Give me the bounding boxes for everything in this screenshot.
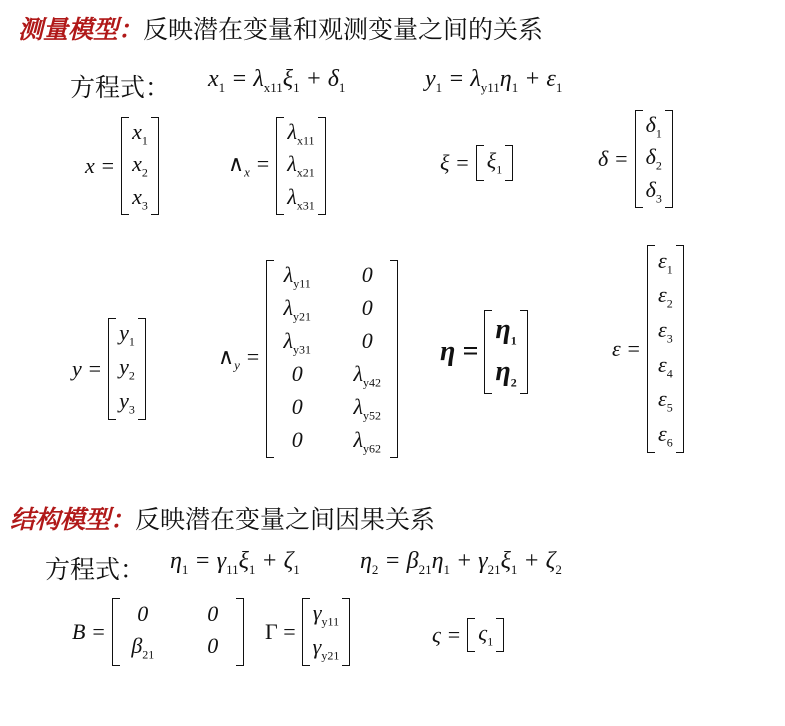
gamma-cell: $\gamma_{y11}$ bbox=[312, 600, 340, 629]
xi-vector bbox=[440, 145, 513, 181]
lambda-x-cell: $\lambda_{x11}$ bbox=[287, 118, 315, 148]
measurement-equation-2: $y_1 = \lambda_{y11}\eta_1 + \varepsilon_1$ bbox=[425, 66, 563, 95]
structural-model-keyword: 结构模型 bbox=[10, 505, 111, 534]
lambda-y-row: $\lambda_{y11}$ 0 bbox=[283, 261, 373, 291]
delta-bracket bbox=[635, 110, 673, 208]
lambda-y-row: $\lambda_{y21}$ 0 bbox=[283, 294, 373, 324]
epsilon-vector bbox=[612, 245, 684, 453]
xi-bracket bbox=[476, 145, 513, 181]
b-matrix-row: $\beta_{21}$ 0 bbox=[131, 633, 219, 662]
y-vector-cell: $y_1$ bbox=[119, 320, 135, 349]
eta-cell: $\eta_2$ bbox=[495, 355, 517, 390]
gamma-matrix bbox=[265, 598, 350, 666]
x-vector-lhs: x = bbox=[85, 153, 116, 178]
structural-model-heading bbox=[10, 500, 435, 536]
delta-lhs: δ = bbox=[598, 146, 629, 171]
xi-lhs: ξ = bbox=[440, 150, 470, 175]
structural-model-description: 反映潜在变量之间因果关系 bbox=[135, 505, 436, 534]
epsilon-cell: $\varepsilon_2$ bbox=[658, 282, 673, 311]
y-vector-cell: $y_3$ bbox=[119, 388, 135, 417]
lambda-y-bracket bbox=[266, 260, 398, 458]
y-vector-bracket bbox=[108, 318, 146, 420]
gamma-lhs: Γ = bbox=[265, 619, 296, 644]
y-vector bbox=[72, 318, 146, 420]
lambda-y-row: $\lambda_{y31}$ 0 bbox=[283, 327, 373, 357]
zeta-cell: $\varsigma_1$ bbox=[478, 620, 494, 649]
lambda-x-cell: $\lambda_{x31}$ bbox=[287, 183, 315, 213]
b-matrix bbox=[72, 598, 244, 666]
xi-cell: $\xi_1$ bbox=[486, 148, 503, 177]
lambda-y-row: 0 $\lambda_{y52}$ bbox=[291, 393, 382, 423]
y-vector-cell: $y_2$ bbox=[119, 354, 135, 383]
eta-bracket bbox=[484, 310, 527, 394]
epsilon-cell: $\varepsilon_5$ bbox=[658, 386, 673, 415]
measurement-model-description: 反映潜在变量和观测变量之间的关系 bbox=[143, 15, 544, 44]
epsilon-cell: $\varepsilon_6$ bbox=[658, 420, 673, 450]
measurement-model-heading bbox=[18, 10, 543, 46]
gamma-cell: $\gamma_{y21}$ bbox=[312, 634, 340, 663]
heading-colon: ： bbox=[110, 505, 136, 534]
heading-colon: ： bbox=[118, 15, 144, 44]
delta-vector bbox=[598, 110, 673, 208]
lambda-x-bracket bbox=[276, 117, 326, 215]
lambda-y-lhs: $\wedge_y$ = bbox=[218, 344, 261, 373]
zeta-lhs: ς = bbox=[432, 622, 462, 647]
epsilon-cell: $\varepsilon_3$ bbox=[658, 316, 673, 346]
zeta-vector bbox=[432, 618, 504, 652]
epsilon-lhs: ε = bbox=[612, 336, 642, 361]
b-matrix-bracket bbox=[112, 598, 244, 666]
x-vector-cell: $x_1$ bbox=[132, 118, 148, 148]
lambda-y-row: 0 $\lambda_{y42}$ bbox=[291, 360, 382, 390]
gamma-bracket bbox=[302, 598, 351, 666]
x-vector bbox=[85, 117, 159, 215]
epsilon-cell: $\varepsilon_4$ bbox=[658, 351, 673, 380]
structural-equation-label: 方程式： bbox=[45, 555, 146, 584]
lambda-y-matrix bbox=[218, 260, 398, 458]
eta-vector bbox=[440, 310, 528, 394]
eta-lhs: η = bbox=[440, 336, 479, 367]
eta-cell: $\eta_1$ bbox=[495, 313, 517, 348]
delta-cell: $\delta_3$ bbox=[645, 176, 662, 206]
b-matrix-row: 0 0 bbox=[137, 601, 219, 627]
lambda-x-matrix bbox=[228, 117, 326, 215]
lambda-x-lhs: $\wedge_x$ = bbox=[228, 151, 271, 180]
delta-cell: $\delta_1$ bbox=[645, 111, 662, 141]
lambda-x-cell: $\lambda_{x21}$ bbox=[287, 151, 315, 180]
lambda-y-row: 0 $\lambda_{y62}$ bbox=[291, 426, 382, 456]
b-matrix-lhs: B = bbox=[72, 619, 106, 644]
measurement-model-keyword: 测量模型 bbox=[18, 15, 119, 44]
x-vector-cell: $x_3$ bbox=[132, 183, 148, 213]
structural-equation-1: $\eta_1 = \gamma_{11}\xi_1 + \zeta_1$ bbox=[170, 548, 300, 577]
x-vector-cell: $x_2$ bbox=[132, 151, 148, 180]
measurement-equation-1: $x_1 = \lambda_{x11}\xi_1 + \delta_1$ bbox=[208, 66, 346, 95]
epsilon-bracket bbox=[647, 245, 684, 453]
structural-equation-2: $\eta_2 = \beta_{21}\eta_1 + \gamma_{21}\xi_1 + \zeta_2$ bbox=[360, 548, 562, 577]
measurement-equation-label: 方程式： bbox=[70, 73, 171, 102]
zeta-bracket bbox=[467, 618, 504, 652]
epsilon-cell: $\varepsilon_1$ bbox=[658, 247, 673, 277]
x-vector-matrix bbox=[121, 117, 159, 215]
delta-cell: $\delta_2$ bbox=[645, 144, 662, 173]
y-vector-lhs: y = bbox=[72, 356, 103, 381]
